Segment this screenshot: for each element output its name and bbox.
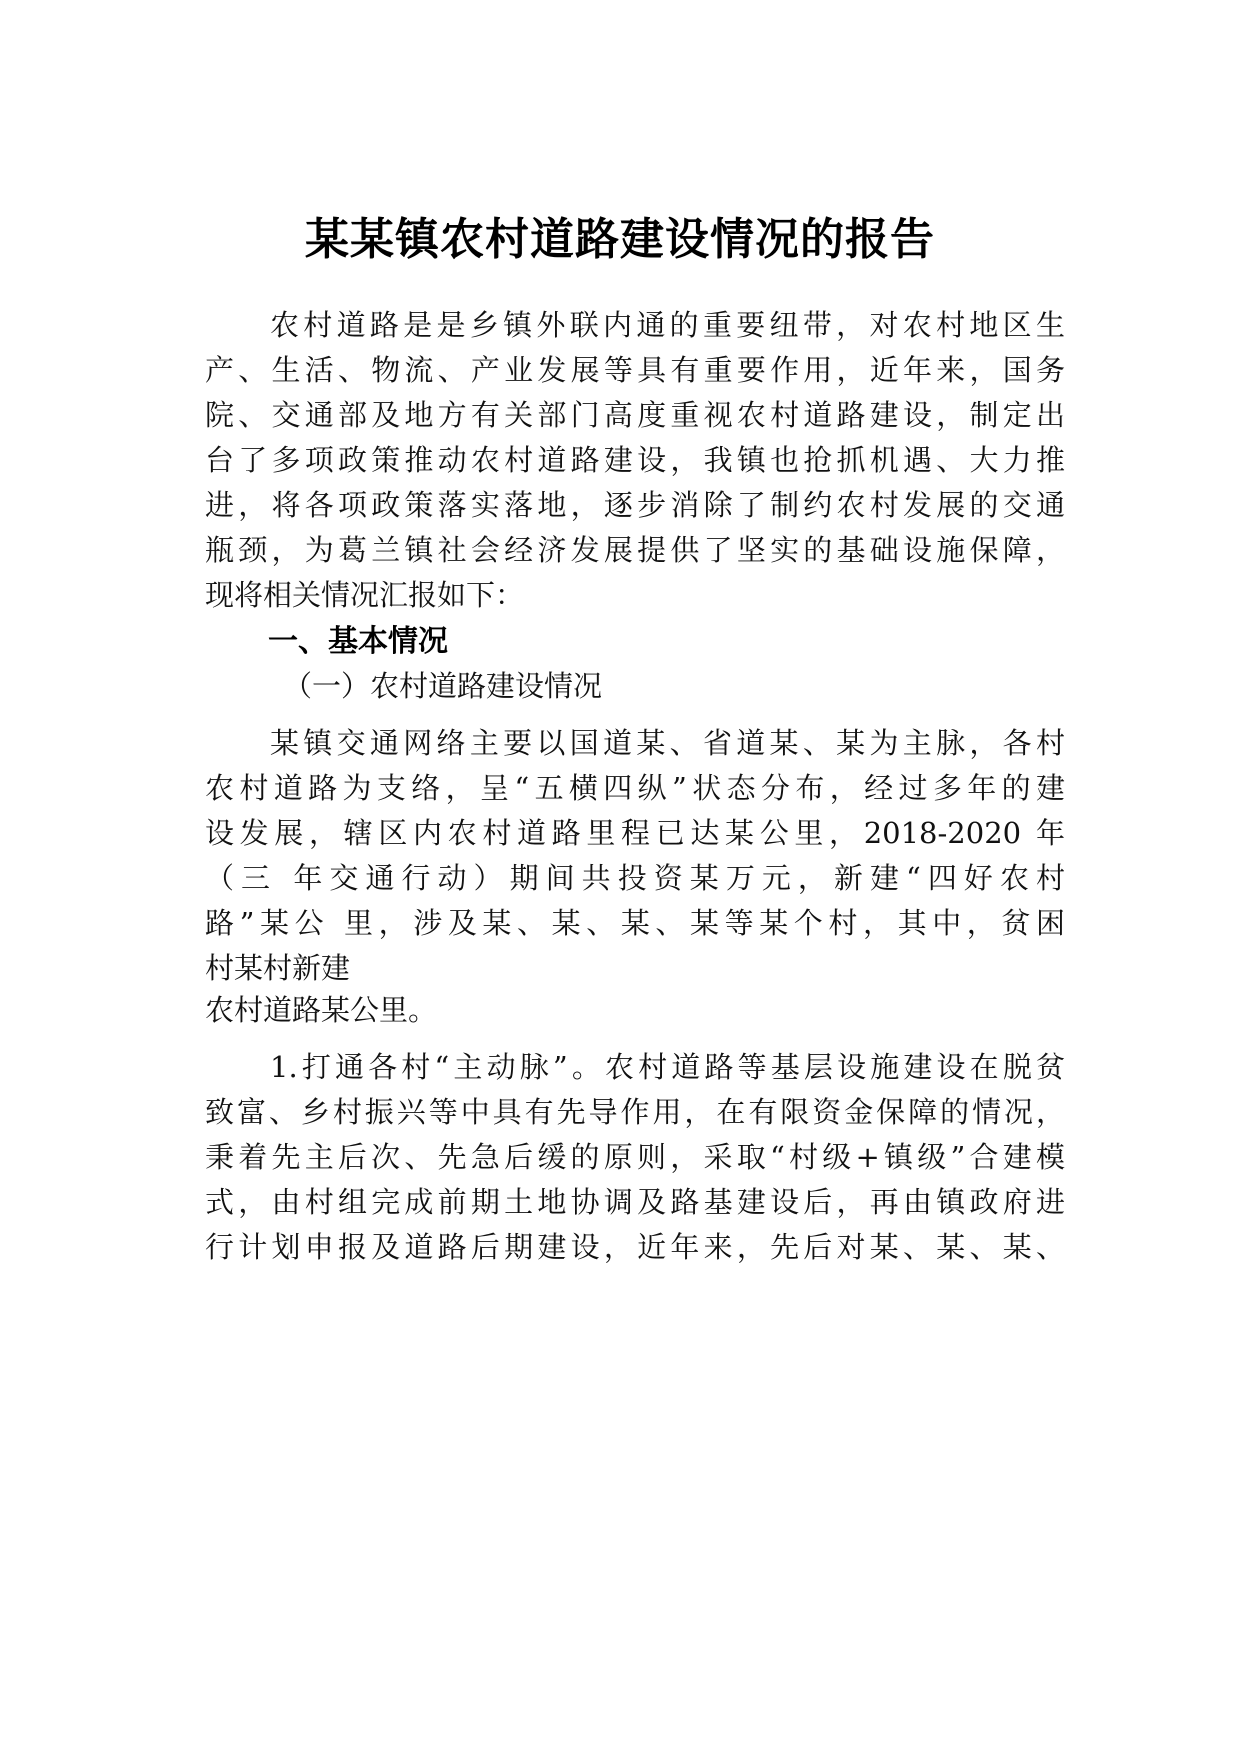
intro-line-3: 院、交通部及地方有关部门高度重视农村道路建设，制定出 <box>205 398 1065 432</box>
para3-line-5: 行计划申报及道路后期建设，近年来，先后对某、某、某、 <box>205 1230 1065 1264</box>
para3-line-1: 1.打通各村“主动脉”。农村道路等基层设施建设在脱贫 <box>270 1050 1065 1084</box>
document-title: 某某镇农村道路建设情况的报告 <box>305 214 935 265</box>
para3-line-3: 秉着先主后次、先急后缓的原则，采取“村级+镇级”合建模 <box>205 1140 1065 1174</box>
para2-line-3: 设发展，辖区内农村道路里程已达某公里，2018-2020 年 <box>205 816 1065 850</box>
intro-line-2: 产、生活、物流、产业发展等具有重要作用，近年来，国务 <box>205 353 1065 387</box>
intro-line-1: 农村道路是是乡镇外联内通的重要纽带，对农村地区生 <box>270 308 1065 342</box>
intro-line-6: 瓶颈，为葛兰镇社会经济发展提供了坚实的基础设施保障， <box>205 533 1065 567</box>
para3-line-4: 式，由村组完成前期土地协调及路基建设后，再由镇政府进 <box>205 1185 1065 1219</box>
section-heading: 一、基本情况 <box>268 624 448 659</box>
para2-line-7: 农村道路某公里。 <box>205 993 438 1027</box>
para3-line-2: 致富、乡村振兴等中具有先导作用，在有限资金保障的情况， <box>205 1095 1065 1129</box>
intro-line-5: 进，将各项政策落实落地，逐步消除了制约农村发展的交通 <box>205 488 1065 522</box>
intro-line-4: 台了多项政策推动农村道路建设，我镇也抢抓机遇、大力推 <box>205 443 1065 477</box>
para2-line-4: （三 年交通行动）期间共投资某万元，新建“四好农村 <box>205 861 1065 895</box>
para2-line-6: 村某村新建 <box>205 951 351 985</box>
subsection-heading: （一）农村道路建设情况 <box>283 669 603 703</box>
para2-line-1: 某镇交通网络主要以国道某、省道某、某为主脉，各村 <box>270 726 1065 760</box>
para2-line-5: 路”某公 里，涉及某、某、某、某等某个村，其中，贫困 <box>205 906 1065 940</box>
intro-line-7: 现将相关情况汇报如下： <box>205 578 525 612</box>
para2-line-2: 农村道路为支络，呈“五横四纵”状态分布，经过多年的建 <box>205 771 1065 805</box>
